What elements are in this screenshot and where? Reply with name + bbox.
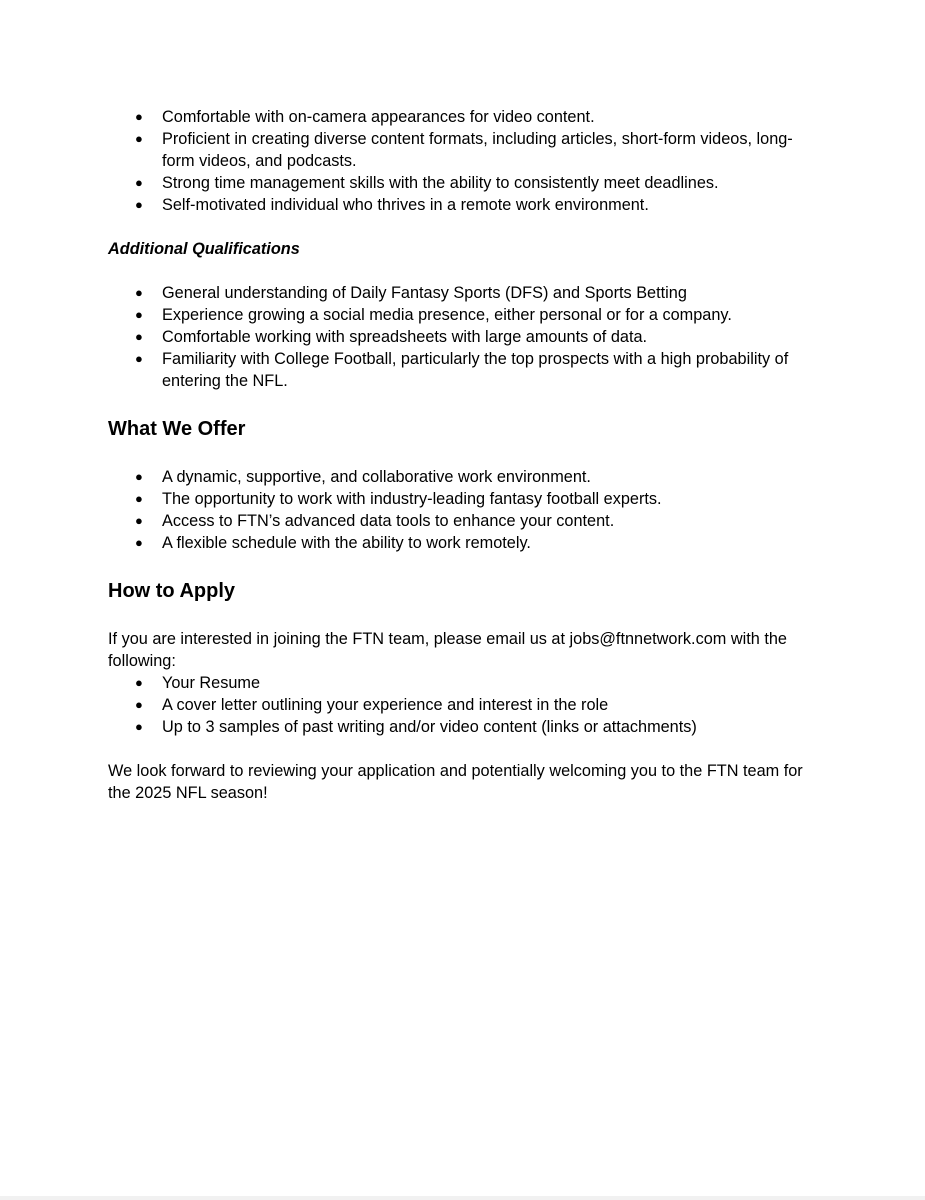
list-item: ● Proficient in creating diverse content formats, including articles, short-form videos, long-form videos, and podcasts. bbox=[135, 130, 793, 170]
list-item: ● General understanding of Daily Fantasy Sports (DFS) and Sports Betting bbox=[135, 284, 687, 302]
list-item: ● Comfortable with on-camera appearances for video content. bbox=[135, 108, 595, 126]
bullet-icon: ● bbox=[135, 351, 143, 366]
list-item: ● Access to FTN’s advanced data tools to enhance your content. bbox=[135, 512, 615, 530]
additional-qualifications-list bbox=[108, 282, 820, 392]
list-item: ● A flexible schedule with the ability to work remotely. bbox=[135, 534, 531, 552]
page-bottom-edge bbox=[0, 1196, 925, 1200]
list-item: ● Experience growing a social media presence, either personal or for a company. bbox=[135, 306, 732, 324]
list-item: ● Your Resume bbox=[135, 674, 261, 692]
list-item: ● Comfortable working with spreadsheets with large amounts of data. bbox=[135, 328, 648, 346]
how-to-apply-intro: If you are interested in joining the FTN team, please email us at jobs@ftnnetwork.com with the following: bbox=[108, 630, 787, 670]
list-item: ● Up to 3 samples of past writing and/or video content (links or attachments) bbox=[135, 718, 697, 736]
bullet-icon: ● bbox=[135, 307, 143, 322]
bullet-icon: ● bbox=[135, 719, 143, 734]
bullet-icon: ● bbox=[135, 109, 143, 124]
how-to-apply-heading: How to Apply bbox=[108, 580, 236, 602]
what-we-offer-heading: What We Offer bbox=[108, 418, 246, 440]
responsibilities-list bbox=[108, 106, 820, 216]
bullet-icon: ● bbox=[135, 697, 143, 712]
bullet-icon: ● bbox=[135, 675, 143, 690]
bullet-icon: ● bbox=[135, 197, 143, 212]
additional-qualifications-heading: Additional Qualifications bbox=[108, 240, 300, 258]
bullet-icon: ● bbox=[135, 469, 143, 484]
closing-paragraph: We look forward to reviewing your application and potentially welcoming you to the FTN team for the 2025 NFL season! bbox=[108, 762, 803, 802]
bullet-icon: ● bbox=[135, 535, 143, 550]
document-body bbox=[108, 106, 820, 804]
bullet-icon: ● bbox=[135, 491, 143, 506]
bullet-icon: ● bbox=[135, 513, 143, 528]
bullet-icon: ● bbox=[135, 285, 143, 300]
list-item: ● Strong time management skills with the ability to consistently meet deadlines. bbox=[135, 174, 719, 192]
list-item: ● The opportunity to work with industry-leading fantasy football experts. bbox=[135, 490, 662, 508]
list-item: ● Familiarity with College Football, particularly the top prospects with a high probability of entering the NFL. bbox=[135, 350, 789, 390]
list-item: ● Self-motivated individual who thrives in a remote work environment. bbox=[135, 196, 649, 214]
bullet-icon: ● bbox=[135, 131, 143, 146]
bullet-icon: ● bbox=[135, 175, 143, 190]
how-to-apply-list bbox=[108, 672, 820, 738]
what-we-offer-list bbox=[108, 466, 820, 554]
bullet-icon: ● bbox=[135, 329, 143, 344]
list-item: ● A cover letter outlining your experience and interest in the role bbox=[135, 696, 609, 714]
list-item: ● A dynamic, supportive, and collaborative work environment. bbox=[135, 468, 591, 486]
